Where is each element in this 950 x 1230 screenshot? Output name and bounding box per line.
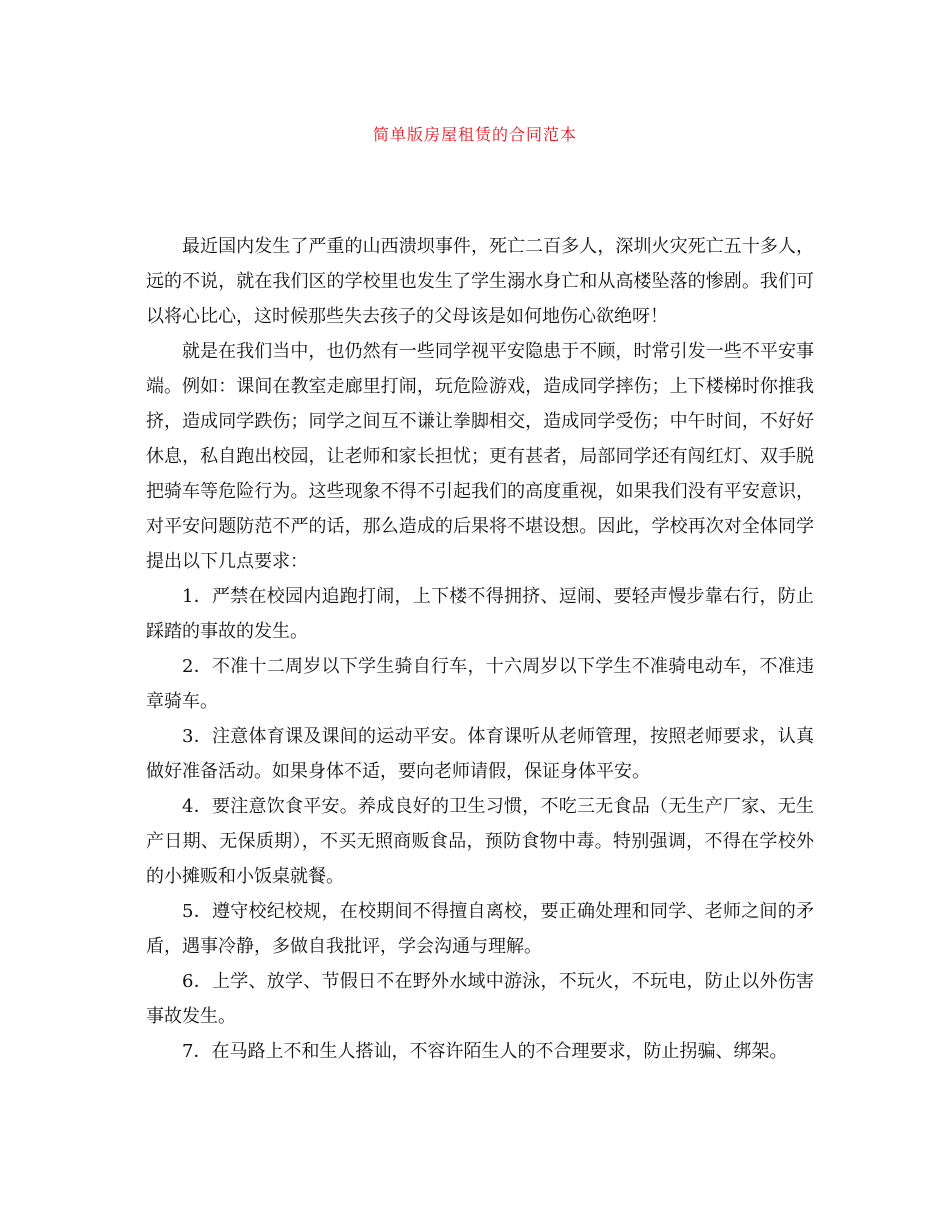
rule-item-7: 7．在马路上不和生人搭讪，不容许陌生人的不合理要求，防止拐骗、绑架。: [182, 1041, 788, 1062]
paragraph-context: 就是在我们当中，也仍然有一些同学视平安隐患于不顾，时常引发一些不平安事端。例如：课间在教室走廊里打闹，玩危险游戏，造成同学摔伤；上下楼梯时你推我挤，造成同学跌伤；同学之间互不谦让拳脚相交，造成同学受伤；中午时间，不好好休息，私自跑出校园，让老师和家长担忧；更有甚者，局部同学还有闯红灯、双手脱把骑车等危险行为。这些现象不得不引起我们的高度重视，如果我们没有平安意识，对平安问题防范不严的话，那么造成的后果将不堪设想。因此，学校再次对全体同学提出以下几点要求：: [146, 341, 814, 572]
rule-item-2: 2．不准十二周岁以下学生骑自行车，十六周岁以下学生不准骑电动车，不准违章骑车。: [146, 656, 814, 712]
rule-item-1: 1．严禁在校园内追跑打闹，上下楼不得拥挤、逗闹、要轻声慢步靠右行，防止踩踏的事故的发生。: [146, 586, 814, 642]
rule-item-5: 5．遵守校纪校规，在校期间不得擅自离校，要正确处理和同学、老师之间的矛盾，遇事冷静，多做自我批评，学会沟通与理解。: [146, 901, 814, 957]
rule-item-4: 4．要注意饮食平安。养成良好的卫生习惯，不吃三无食品（无生产厂家、无生产日期、无保质期），不买无照商贩食品，预防食物中毒。特别强调，不得在学校外的小摊贩和小饭桌就餐。: [146, 796, 814, 887]
paragraph-intro: 最近国内发生了严重的山西溃坝事件，死亡二百多人，深圳火灾死亡五十多人，远的不说，就在我们区的学校里也发生了学生溺水身亡和从高楼坠落的惨剧。我们可以将心比心，这时候那些失去孩子的父母该是如何地伤心欲绝呀！: [146, 236, 814, 327]
document-title: 简单版房屋租赁的合同范本: [372, 125, 577, 144]
rule-item-6: 6．上学、放学、节假日不在野外水域中游泳，不玩火，不玩电，防止以外伤害事故发生。: [146, 971, 814, 1027]
rule-item-3: 3．注意体育课及课间的运动平安。体育课听从老师管理，按照老师要求，认真做好准备活动。如果身体不适，要向老师请假，保证身体平安。: [146, 726, 814, 782]
document-body: [146, 229, 814, 1069]
